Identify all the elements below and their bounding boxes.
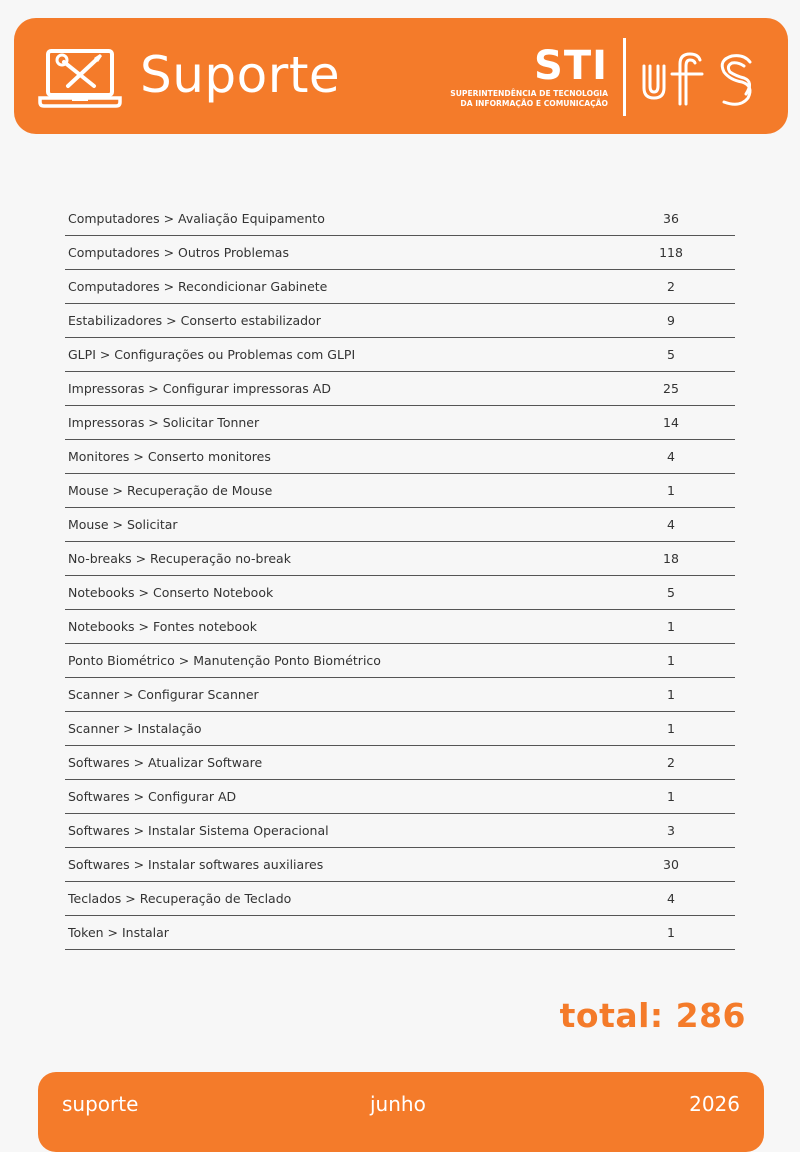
row-category: Mouse > Recuperação de Mouse	[68, 483, 273, 498]
table-row	[65, 202, 735, 236]
table-row	[65, 780, 735, 814]
table-row	[65, 882, 735, 916]
row-count: 1	[667, 789, 675, 804]
ufs-logo-icon	[640, 48, 758, 110]
row-category: Notebooks > Conserto Notebook	[68, 585, 274, 600]
logo-divider	[623, 38, 626, 116]
footer-year: 2026	[689, 1092, 740, 1116]
table-row	[65, 712, 735, 746]
footer-left: suporte	[62, 1092, 139, 1116]
footer-month: junho	[370, 1092, 426, 1116]
row-count: 18	[663, 551, 679, 566]
row-count: 4	[667, 449, 675, 464]
row-count: 1	[667, 687, 675, 702]
row-count: 118	[659, 245, 683, 260]
row-count: 36	[663, 211, 679, 226]
row-count: 2	[667, 755, 675, 770]
row-count: 1	[667, 653, 675, 668]
row-count: 2	[667, 279, 675, 294]
table-row	[65, 916, 735, 950]
row-count: 1	[667, 925, 675, 940]
table-row	[65, 542, 735, 576]
table-row	[65, 848, 735, 882]
sti-subtitle-line1: SUPERINTENDÊNCIA DE TECNOLOGIA	[450, 89, 608, 98]
row-count: 5	[667, 585, 675, 600]
row-category: Ponto Biométrico > Manutenção Ponto Biométrico	[68, 653, 381, 668]
table-row	[65, 236, 735, 270]
row-category: Softwares > Configurar AD	[68, 789, 237, 804]
row-category: Mouse > Solicitar	[68, 517, 178, 532]
table-row	[65, 338, 735, 372]
row-category: Token > Instalar	[68, 925, 169, 940]
row-category: Estabilizadores > Conserto estabilizador	[68, 313, 321, 328]
table-row	[65, 406, 735, 440]
row-category: Computadores > Outros Problemas	[68, 245, 289, 260]
row-count: 1	[667, 619, 675, 634]
row-category: Impressoras > Solicitar Tonner	[68, 415, 260, 430]
total-count: total: 286	[559, 996, 746, 1035]
row-category: Impressoras > Configurar impressoras AD	[68, 381, 331, 396]
table-row	[65, 746, 735, 780]
row-category: Computadores > Avaliação Equipamento	[68, 211, 325, 226]
table-row	[65, 610, 735, 644]
support-table	[65, 202, 735, 950]
row-category: GLPI > Configurações ou Problemas com GLPI	[68, 347, 356, 362]
row-count: 1	[667, 721, 675, 736]
laptop-tools-icon	[38, 48, 122, 108]
row-category: Softwares > Instalar softwares auxiliares	[68, 857, 324, 872]
row-category: Softwares > Instalar Sistema Operacional	[68, 823, 329, 838]
row-count: 25	[663, 381, 679, 396]
row-count: 9	[667, 313, 675, 328]
row-count: 4	[667, 517, 675, 532]
table-row	[65, 440, 735, 474]
row-count: 5	[667, 347, 675, 362]
footer-banner	[38, 1072, 764, 1152]
sti-logo-text: STI	[534, 43, 608, 89]
table-row	[65, 270, 735, 304]
row-count: 3	[667, 823, 675, 838]
header-banner	[14, 18, 788, 134]
table-row	[65, 644, 735, 678]
table-row	[65, 372, 735, 406]
sti-logo-subtitle	[450, 89, 608, 109]
row-category: No-breaks > Recuperação no-break	[68, 551, 291, 566]
row-count: 4	[667, 891, 675, 906]
sti-subtitle-line2: DA INFORMAÇÃO E COMUNICAÇÃO	[460, 99, 608, 108]
table-row	[65, 508, 735, 542]
row-category: Scanner > Instalação	[68, 721, 202, 736]
sti-ufs-logo	[450, 36, 758, 118]
table-row	[65, 576, 735, 610]
row-category: Scanner > Configurar Scanner	[68, 687, 259, 702]
row-category: Monitores > Conserto monitores	[68, 449, 271, 464]
row-count: 30	[663, 857, 679, 872]
table-row	[65, 814, 735, 848]
row-category: Softwares > Atualizar Software	[68, 755, 263, 770]
row-count: 14	[663, 415, 679, 430]
table-row	[65, 678, 735, 712]
row-category: Notebooks > Fontes notebook	[68, 619, 258, 634]
row-count: 1	[667, 483, 675, 498]
page-title: Suporte	[140, 46, 341, 104]
row-category: Teclados > Recuperação de Teclado	[68, 891, 292, 906]
table-row	[65, 304, 735, 338]
row-category: Computadores > Recondicionar Gabinete	[68, 279, 328, 294]
table-row	[65, 474, 735, 508]
